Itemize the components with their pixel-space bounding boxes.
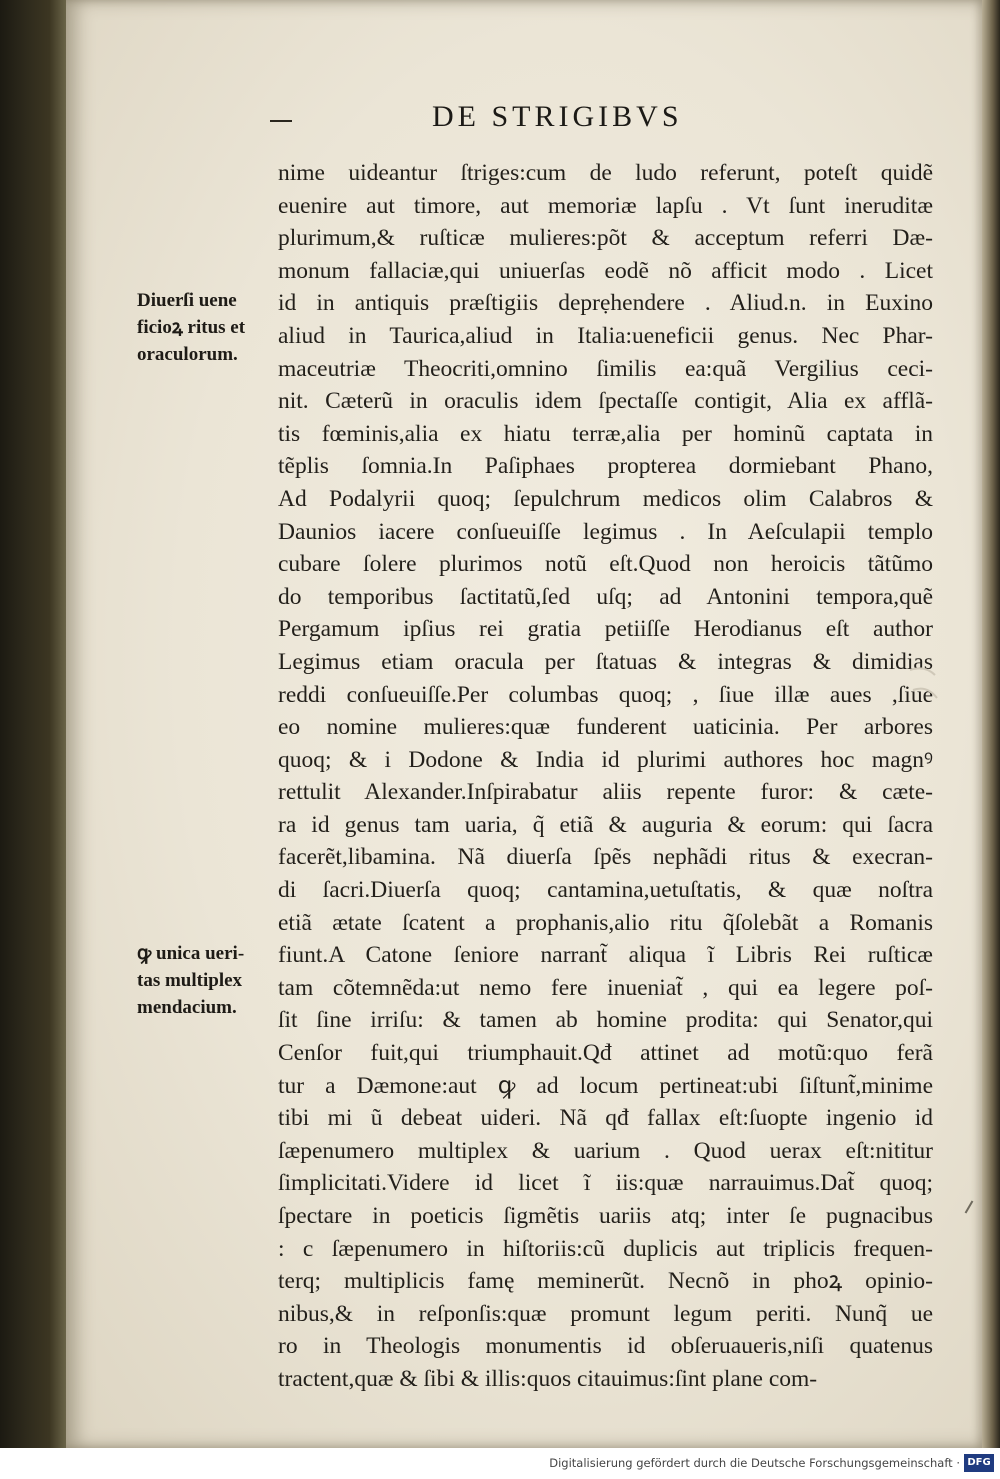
text-line: tis fœminis,alia ex hiatu terræ,alia per hominũ captata in bbox=[278, 420, 933, 447]
text-line: aliud in Taurica,aliud in Italia:ueneficii genus. Nec Phar- bbox=[278, 322, 933, 349]
text-line: tibi mi ũ debeat uideri. Nã qđ fallax eſt:ſuopte ingenio id bbox=[278, 1105, 933, 1132]
text-line: nit. Cæterũ in oraculis idem ſpectaſſe contigit, Alia ex afflã- bbox=[278, 388, 933, 415]
footer-bar bbox=[0, 1448, 1000, 1479]
marginal-note-line: ficioꝝ ritus et bbox=[137, 317, 246, 338]
marginal-note-line: Diuerſi uene bbox=[137, 290, 237, 311]
text-line: plurimum,& ruſticæ mulieres:põt & acceptum referri Dæ- bbox=[278, 225, 933, 252]
text-line: Cenſor fuit,qui triumphauit.Qđ attinet ad motũ:quo ferã bbox=[278, 1040, 933, 1067]
text-line: ſit ſine irriſu: & tamen ab homine prodita: qui Senator,qui bbox=[278, 1007, 933, 1034]
marginal-note bbox=[137, 940, 275, 1021]
text-line: tractent,quæ & ſibi & illis:quos citauimus:ſint plane com- bbox=[278, 1365, 818, 1392]
body-text bbox=[278, 157, 933, 1396]
bleed-through-mark bbox=[905, 660, 945, 720]
text-line: nibus,& in reſponſis:quæ promunt legum periti. Nunq̃ ue bbox=[278, 1300, 933, 1327]
text-line: eo nomine mulieres:quæ funderent uaticinia. Per arbores bbox=[278, 714, 933, 741]
text-line: Daunios iacere conſueuiſſe legimus . In Aeſculapii templo bbox=[278, 518, 933, 545]
text-line: quoq; & i Dodone & India id plurimi authores hoc magnꝰ bbox=[278, 746, 933, 773]
text-line: facerẽt,libamina. Nã diuerſa ſpẽs nephãdi ritus & execran- bbox=[278, 844, 933, 871]
marginal-note-line: mendacium. bbox=[137, 997, 237, 1018]
text-line: Pergamum ipſius rei gratia petiiſſe Herodianus eſt author bbox=[278, 616, 933, 643]
text-line: di ſacri.Diuerſa quoq; cantamina,uetuſtatis, & quæ noſtra bbox=[278, 877, 933, 904]
text-line: : c ſæpenumero in hiſtoriis:cũ duplicis aut triplicis frequen- bbox=[278, 1235, 933, 1262]
text-line: etiã ætate ſcatent a prophanis,alio ritu q̃ſolebãt a Romanis bbox=[278, 909, 933, 936]
text-line: do temporibus ſactitatũ,ſed uſq; ad Antonini tempora,quẽ bbox=[278, 583, 933, 610]
text-line: nime uideantur ſtriges:cum de ludo referunt, poteſt quidẽ bbox=[278, 160, 933, 186]
text-line: maceutriæ Theocriti,omnino ſimilis ea:quã Vergilius ceci- bbox=[278, 355, 933, 382]
text-line: ſpectare in poeticis ſigmẽtis uariis atq; inter ſe pugnacibus bbox=[278, 1203, 933, 1229]
text-line: reddi conſueuiſſe.Per columbas quoq; , ſiue illæ aues ,ſiue bbox=[278, 681, 933, 708]
text-line: euenire aut timore, aut memoriæ lapſu . Vt ſunt ineruditæ bbox=[278, 192, 933, 219]
header-dash-mark bbox=[270, 120, 292, 122]
text-line: tẽplis ſomnia.In Paſiphaes propterea dormiebant Phano, bbox=[278, 453, 933, 480]
footer-credit: Digitalisierung gefördert durch die Deutsche Forschungsgemeinschaft · bbox=[549, 1456, 960, 1470]
text-line: ſæpenumero multiplex & uarium . Quod uerax eſt:nititur bbox=[278, 1137, 933, 1164]
text-line: tur a Dæmone:aut ꝙ ad locum pertineat:ubi ſiſtunt̃,minime bbox=[278, 1072, 933, 1099]
text-line: terq; multiplicis famę meminerũt. Necnõ in phoꝝ opinio- bbox=[278, 1268, 933, 1295]
running-head: DE STRIGIBVS bbox=[432, 100, 683, 133]
text-line: ro in Theologis monumentis id obſeruaueris,niſi quatenus bbox=[278, 1333, 933, 1360]
text-line: ra id genus tam uaria, q̃ etiã & auguria & eorum: qui ſacra bbox=[278, 811, 933, 838]
text-line: ſimplicitati.Videre id licet ĩ iis:quæ narrauimus.Dat̃ quoq; bbox=[278, 1170, 933, 1197]
marginal-note-line: oraculorum. bbox=[137, 344, 238, 365]
book-binding-edge bbox=[0, 0, 66, 1448]
text-line: fiunt.A Catone ſeniore narrant̃ aliqua ĩ Libris Rei ruſticæ bbox=[278, 942, 933, 969]
marginal-note bbox=[137, 287, 275, 368]
text-line: rettulit Alexander.Inſpirabatur aliis repente furor: & cæte- bbox=[278, 779, 933, 806]
marginal-note-line: tas multiplex bbox=[137, 970, 243, 991]
marginal-note-line: ꝙ unica ueri- bbox=[137, 943, 245, 964]
text-line: monum fallaciæ,qui uniuerſas eodẽ nõ afficit modo . Licet bbox=[278, 257, 933, 284]
text-line: tam cõtemnẽda:ut nemo fere inueniat̃ , qui ea legere poſ- bbox=[278, 974, 933, 1001]
text-line: cubare ſolere plurimos notũ eſt.Quod non heroicis tãtũmo bbox=[278, 551, 933, 578]
text-line: id in antiquis præſtigiis deprẹhendere . Aliud.n. in Euxino bbox=[278, 290, 933, 317]
dfg-logo: DFG bbox=[964, 1454, 994, 1472]
page-edge-shadow bbox=[982, 0, 1000, 1448]
text-line: Legimus etiam oracula per ſtatuas & integras & dimidias bbox=[278, 648, 933, 675]
text-line: Ad Podalyrii quoq; ſepulchrum medicos olim Calabros & bbox=[278, 485, 933, 512]
